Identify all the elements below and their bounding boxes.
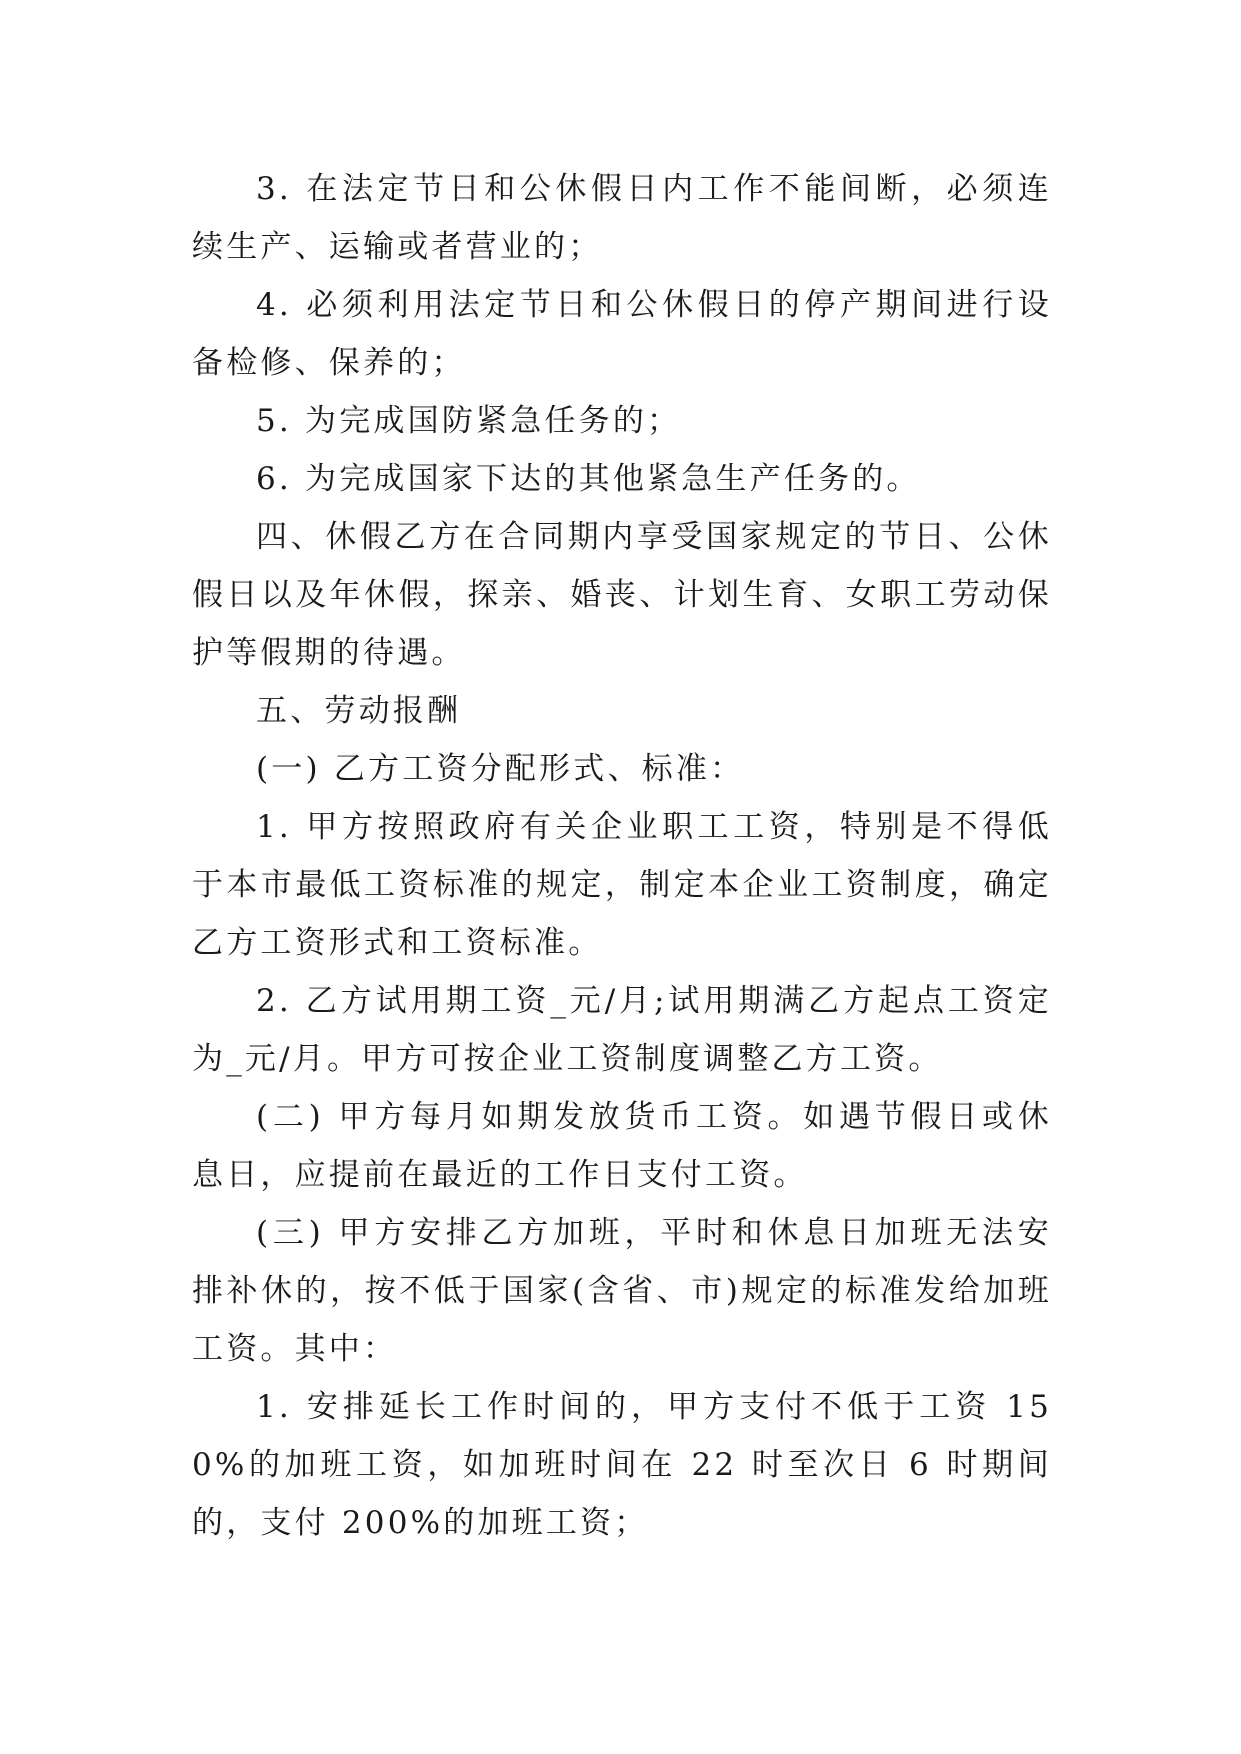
paragraph: 2. 乙方试用期工资_元/月;试用期满乙方起点工资定为_元/月。甲方可按企业工资制度调整乙方工资。	[192, 983, 1052, 1077]
paragraph: 3. 在法定节日和公休假日内工作不能间断，必须连续生产、运输或者营业的；	[192, 171, 1052, 265]
subsection-heading: (一) 乙方工资分配形式、标准：	[256, 751, 745, 787]
section-heading: 五、劳动报酬	[256, 693, 462, 729]
paragraph: (三) 甲方安排乙方加班，平时和休息日加班无法安排补休的，按不低于国家(含省、市)规定的标准发给加班工资。其中：	[192, 1215, 1052, 1367]
paragraph: 1. 甲方按照政府有关企业职工工资，特别是不得低于本市最低工资标准的规定，制定本企业工资制度，确定乙方工资形式和工资标准。	[192, 809, 1052, 961]
paragraph: 1. 安排延长工作时间的，甲方支付不低于工资 150%的加班工资，如加班时间在 22 时至次日 6 时期间的，支付 200%的加班工资；	[192, 1389, 1052, 1541]
paragraph: (二) 甲方每月如期发放货币工资。如遇节假日或休息日，应提前在最近的工作日支付工资。	[192, 1099, 1052, 1193]
paragraph: 5. 为完成国防紧急任务的；	[256, 403, 682, 439]
paragraph: 四、休假乙方在合同期内享受国家规定的节日、公休假日以及年休假，探亲、婚丧、计划生育、女职工劳动保护等假期的待遇。	[192, 519, 1052, 671]
paragraph: 4. 必须利用法定节日和公休假日的停产期间进行设备检修、保养的；	[192, 287, 1052, 381]
document-body	[192, 160, 1052, 1552]
paragraph: 6. 为完成国家下达的其他紧急生产任务的。	[256, 461, 921, 497]
